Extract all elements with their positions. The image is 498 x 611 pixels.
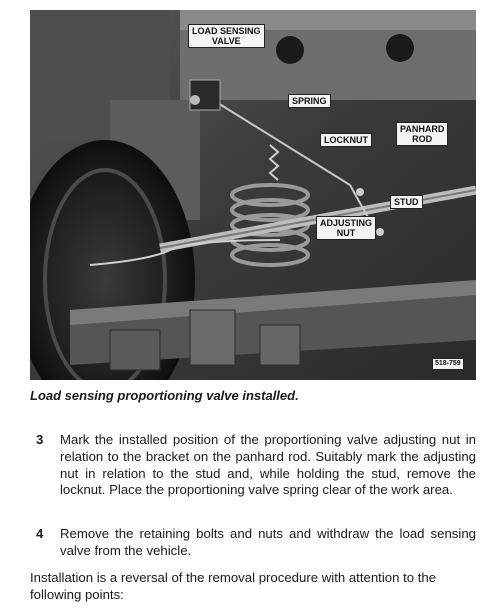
label-spring: SPRING — [288, 94, 331, 108]
step-3 — [36, 432, 476, 499]
step-4 — [36, 526, 476, 560]
step-text: Mark the installed position of the proportioning valve adjusting nut in relation to the bracket on the panhard rod. Suitably mark the adjusting nut in relation to the stud and, while holding the stud, remove the locknut. Place the proportioning valve spring clear of the work area. — [60, 432, 476, 498]
label-locknut: LOCKNUT — [320, 133, 372, 147]
figure-caption: Load sensing proportioning valve installed. — [30, 388, 299, 403]
step-text: Remove the retaining bolts and nuts and withdraw the load sensing valve from the vehicle. — [60, 526, 476, 558]
label-stud: STUD — [390, 195, 423, 209]
step-number: 3 — [36, 432, 44, 447]
label-adjusting-nut: ADJUSTING NUT — [316, 216, 376, 240]
label-panhard-rod: PANHARD ROD — [396, 122, 448, 146]
closing-paragraph: Installation is a reversal of the removal procedure with attention to the following points: — [30, 570, 437, 602]
label-load-sensing-valve: LOAD SENSING VALVE — [188, 24, 265, 48]
step-number: 4 — [36, 526, 44, 541]
figure-code: 518-759 — [432, 358, 464, 370]
installation-photo — [30, 10, 476, 380]
